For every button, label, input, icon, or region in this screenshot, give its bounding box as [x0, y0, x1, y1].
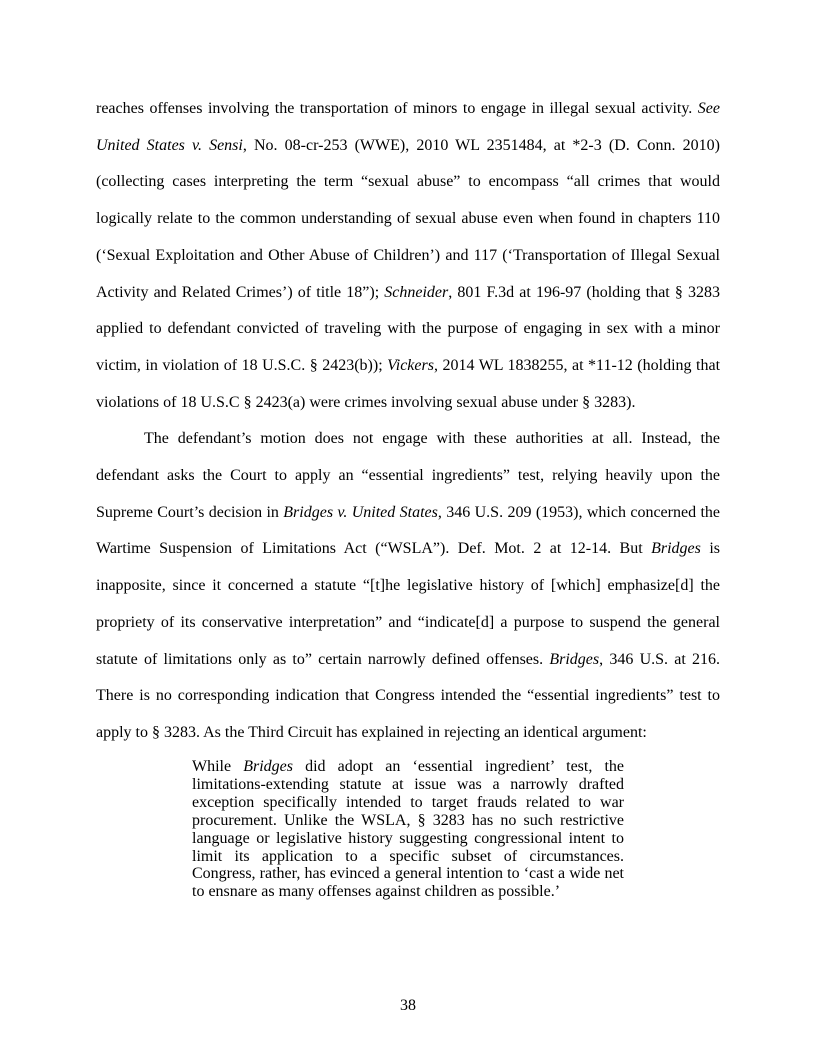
case-citation: See United States v. Sensi: [96, 100, 720, 154]
case-citation: Vickers: [387, 356, 434, 374]
text-segment: , 346 U.S. at 216. There is no corresponding indication that Congress intended the “essential ingredients” test to apply to § 3283. As the Third Circuit has explained in rejecting an identical argument:: [96, 650, 721, 741]
text-segment: , 2014 WL 1838255, at *11-12 (holding that violations of 18 U.S.C § 2423(a) were crimes involving sexual abuse under § 3283).: [96, 356, 721, 411]
body-text: [96, 91, 720, 752]
page-number: 38: [400, 997, 416, 1014]
case-citation: Schneider: [384, 283, 449, 301]
text-segment: reaches offenses involving the transportation of minors to engage in illegal sexual activity.: [96, 100, 698, 117]
case-citation: Bridges: [243, 758, 293, 775]
case-citation: Bridges: [651, 540, 701, 558]
text-segment: is inapposite, since it concerned a statute “[t]he legislative history of [which] emphasize[d] the propriety of its conservative interpretation” and “indicate[d] a purpose to suspend the general statute of limitations only as to” certain narrowly defined offenses.: [96, 540, 720, 668]
paragraph-defendant-motion: [96, 421, 720, 751]
case-citation: Bridges v. United States: [283, 503, 438, 521]
block-quote: [192, 758, 624, 901]
text-segment: , No. 08-cr-253 (WWE), 2010 WL 2351484, at *2-3 (D. Conn. 2010) (collecting cases interpreting the term “sexual abuse” to encompass “all crimes that would logically relate to the common understanding of sexual abuse even when found in chapters 110 (‘Sexual Exploitation and Other Abuse of Children’) and 117 (‘Transportation of Illegal Sexual Activity and Related Crimes’) of title 18”);: [96, 136, 721, 301]
paragraph-continuation: [96, 91, 720, 421]
text-segment: did adopt an ‘essential ingredient’ test, the limitations-extending statute at issue was a narrowly drafted exception specifically intended to target frauds related to war procurement. Unlike the WSLA, § 3283 has no such restrictive language or legislative history suggesting congressional intent to limit its application to a specific subset of circumstances. Congress, rather, has evinced a general intention to ‘cast a wide net to ensnare as many offenses against children as possible.’: [192, 758, 624, 901]
text-segment: , 346 U.S. 209 (1953), which concerned the Wartime Suspension of Limitations Act (“WSLA”). Def. Mot. 2 at 12-14. But: [96, 503, 721, 558]
text-segment: While: [192, 758, 244, 775]
case-citation: Bridges: [549, 650, 600, 668]
text-segment: The defendant’s motion does not engage with these authorities at all. Instead, the defendant asks the Court to apply an “essential ingredients” test, relying heavily upon the Supreme Court’s decision in: [96, 430, 720, 521]
text-segment: , 801 F.3d at 196-97 (holding that § 3283 applied to defendant convicted of traveling with the purpose of engaging in sex with a minor victim, in violation of 18 U.S.C. § 2423(b));: [96, 283, 721, 374]
